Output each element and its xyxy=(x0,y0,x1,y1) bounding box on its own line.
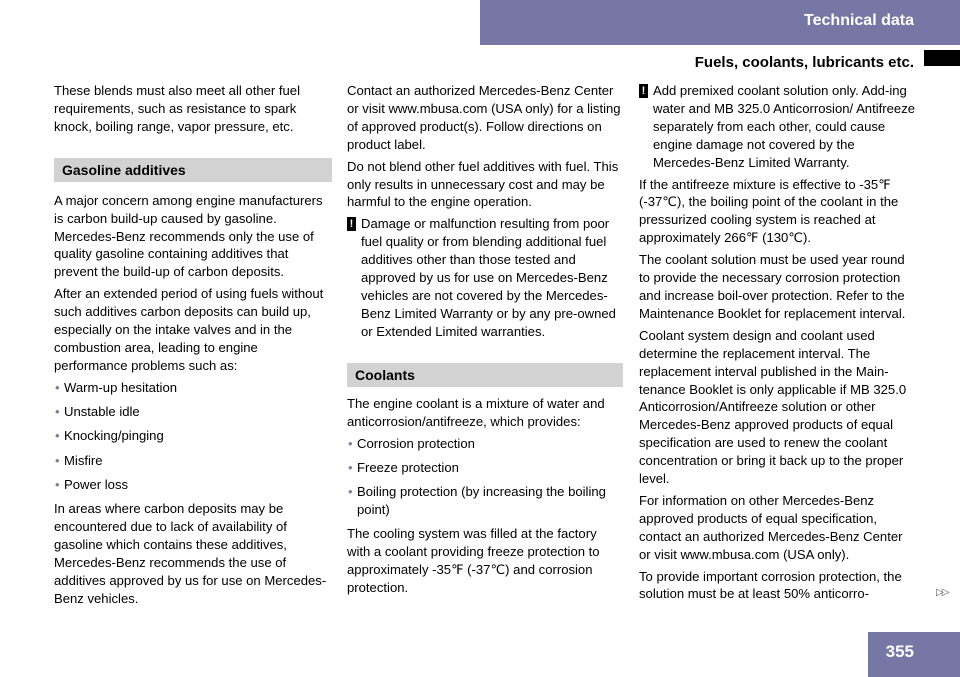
chapter-tab xyxy=(480,0,960,45)
problem-list xyxy=(54,379,332,494)
list-item: • Corrosion protection xyxy=(348,435,475,451)
paragraph: The cooling system was filled at the factory with a coolant providing freeze protection to approximately -35℉ (-37℃) and corrosion protection. xyxy=(347,526,600,596)
paragraph: To provide important corrosion protection, the solution must be at least 50% anticorro- xyxy=(639,568,902,602)
coolant-benefits-list xyxy=(347,435,623,519)
paragraph: In areas where carbon deposits may be encountered due to lack of availability of gasoline which contains these additives, Mercedes-Benz recommends the use of additives approved by us for use on Mercedes-Benz vehicles. xyxy=(54,501,327,606)
column-3 xyxy=(639,82,917,607)
page-number-tab xyxy=(868,632,960,677)
paragraph: The coolant solution must be used year round to provide the necessary corrosion protection and increase boil-over protection. Refer to the Maintenance Booklet for replacement interval. xyxy=(639,252,906,321)
paragraph: Coolant system design and coolant used determine the replacement interval. The replacement interval published in the Main-tenance Booklet is only applicable if MB 325.0 Anticorrosion/Antifreeze solution or other Mercedes-Benz approved products of equal specification are used to renew the coolant concentration or bring it back up to the proper level. xyxy=(639,327,907,487)
warning-icon: ! xyxy=(347,217,356,231)
paragraph: Contact an authorized Mercedes-Benz Center or visit www.mbusa.com (USA only) for a listing of approved product(s). Follow directions on product label. xyxy=(347,83,621,152)
list-item: • Knocking/pinging xyxy=(55,428,164,444)
paragraph: For information on other Mercedes-Benz approved products of equal specification, contact an authorized Mercedes-Benz Center or visit www.mbusa.com (USA only). xyxy=(639,492,903,562)
paragraph: After an extended period of using fuels without such additives carbon deposits can build up, especially on the intake valves and in the combustion area, leading to engine performance problems such as: xyxy=(54,286,324,373)
paragraph: If the antifreeze mixture is effective to -35℉ (-37℃), the boiling point of the coolant in the pressurized cooling system is reached at approximately 266℉ (130℃). xyxy=(639,176,899,246)
paragraph: Do not blend other fuel additives with fuel. This only results in unnecessary cost and may be harmful to the engine operation. xyxy=(347,158,619,210)
warning-note xyxy=(639,82,917,172)
page-number: 355 xyxy=(885,642,914,661)
list-item: • Unstable idle xyxy=(55,404,140,420)
warning-note xyxy=(347,215,623,340)
warning-text: Damage or malfunction resulting from poor fuel quality or from blending additional fuel additives other than those tested and approved by us for use on Mercedes-Benz vehicles are not covered by the Mercedes-Benz Limited Warranty or by any pre-owned or Extended Limited warranties. xyxy=(361,216,616,339)
section-heading-gasoline-additives: Gasoline additives xyxy=(54,158,332,182)
column-2 xyxy=(347,82,623,601)
warning-text: Add premixed coolant solution only. Add-ing water and MB 325.0 Anticorrosion/ Antifreeze separately from each other, could cause engine damage not covered by the Mercedes-Benz Limited Warranty. xyxy=(653,83,916,170)
header-marker xyxy=(924,50,960,66)
list-item: • Freeze protection xyxy=(348,459,459,475)
paragraph: The engine coolant is a mixture of water and anticorrosion/antifreeze, which provides: xyxy=(347,395,605,429)
continue-arrow-icon: ▷▷ xyxy=(936,587,948,598)
warning-icon: ! xyxy=(639,84,648,98)
page-subtitle: Fuels, coolants, lubricants etc. xyxy=(694,54,914,71)
intro-paragraph: These blends must also meet all other fuel requirements, such as resistance to spark knock, boiling range, vapor pressure, etc. xyxy=(54,83,301,134)
list-item: • Warm-up hesitation xyxy=(55,379,178,395)
column-1 xyxy=(54,82,332,612)
list-item: • Boiling protection (by increasing the boiling point) xyxy=(348,484,606,517)
list-item: • Misfire xyxy=(55,452,103,468)
paragraph: A major concern among engine manufacturers is carbon build-up caused by gasoline. Mercedes-Benz recommends only the use of quality gasoline containing additives that prevent the build-up of carbon deposits. xyxy=(54,192,323,280)
list-item: • Power loss xyxy=(55,476,129,492)
section-heading-coolants: Coolants xyxy=(347,363,623,387)
chapter-title: Technical data xyxy=(804,12,914,29)
